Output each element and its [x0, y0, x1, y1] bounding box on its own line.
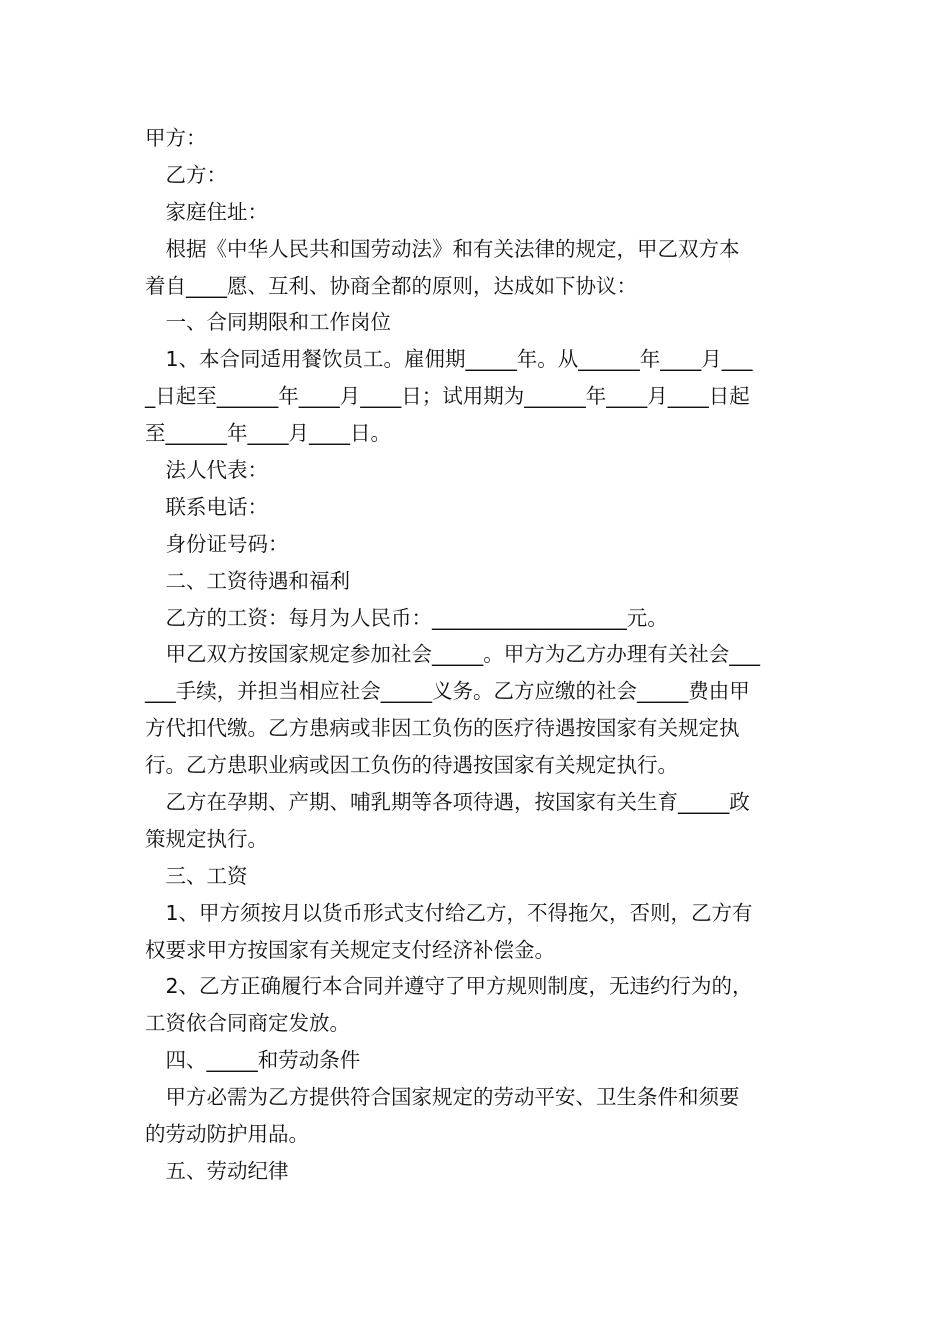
- section-3-heading: 三、工资: [145, 863, 248, 888]
- home-address-line: 家庭住址：: [145, 199, 268, 224]
- section-4-para-line-2: 的劳动防护用品。: [145, 1122, 309, 1147]
- preamble-line-2: 着自____愿、互利、协商全都的原则，达成如下协议：: [145, 273, 637, 298]
- contract-document: [145, 120, 810, 1190]
- legal-representative-line: 法人代表：: [145, 458, 268, 483]
- section-4-heading: 四、_____和劳动条件: [145, 1048, 361, 1073]
- section-2-heading: 二、工资待遇和福利: [145, 568, 350, 593]
- insurance-para-line-2: ___手续，并担当相应社会_____义务。乙方应缴的社会_____费由甲: [145, 679, 750, 704]
- id-number-line: 身份证号码：: [145, 531, 289, 556]
- maternity-para-line-1: 乙方在孕期、产期、哺乳期等各项待遇，按国家有关生育_____政: [145, 790, 750, 815]
- maternity-para-line-2: 策规定执行。: [145, 826, 268, 851]
- preamble-line-1: 根据《中华人民共和国劳动法》和有关法律的规定，甲乙双方本: [145, 236, 740, 261]
- insurance-para-line-1: 甲乙双方按国家规定参加社会_____。甲方为乙方办理有关社会___: [145, 642, 760, 667]
- section-4-para-line-1: 甲方必需为乙方提供符合国家规定的劳动平安、卫生条件和须要: [145, 1085, 740, 1110]
- salary-line: 乙方的工资：每月为人民币：___________________元。: [145, 605, 668, 630]
- section-5-heading: 五、劳动纪律: [145, 1158, 289, 1183]
- clause-3-2-line-1: 2、乙方正确履行本合同并遵守了甲方规则制度，无违约行为的，: [145, 974, 753, 999]
- insurance-para-line-4: 行。乙方患职业病或因工负伤的待遇按国家有关规定执行。: [145, 753, 678, 778]
- clause-1-1-line-3: 至______年____月____日。: [145, 421, 391, 446]
- clause-3-2-line-2: 工资依合同商定发放。: [145, 1011, 350, 1036]
- clause-1-1-line-1: 1、本合同适用餐饮员工。雇佣期_____年。从______年____月___: [145, 347, 753, 372]
- contact-phone-line: 联系电话：: [145, 494, 268, 519]
- party-b-line: 乙方：: [145, 162, 227, 187]
- section-1-heading: 一、合同期限和工作岗位: [145, 310, 391, 335]
- insurance-para-line-3: 方代扣代缴。乙方患病或非因工负伤的医疗待遇按国家有关规定执: [145, 716, 740, 741]
- clause-1-1-line-2: _日起至______年____月____日；试用期为______年____月____日起: [145, 384, 750, 409]
- clause-3-1-line-2: 权要求甲方按国家有关规定支付经济补偿金。: [145, 937, 555, 962]
- party-a-line: 甲方：: [145, 126, 207, 150]
- clause-3-1-line-1: 1、甲方须按月以货币形式支付给乙方，不得拖欠，否则，乙方有: [145, 900, 753, 925]
